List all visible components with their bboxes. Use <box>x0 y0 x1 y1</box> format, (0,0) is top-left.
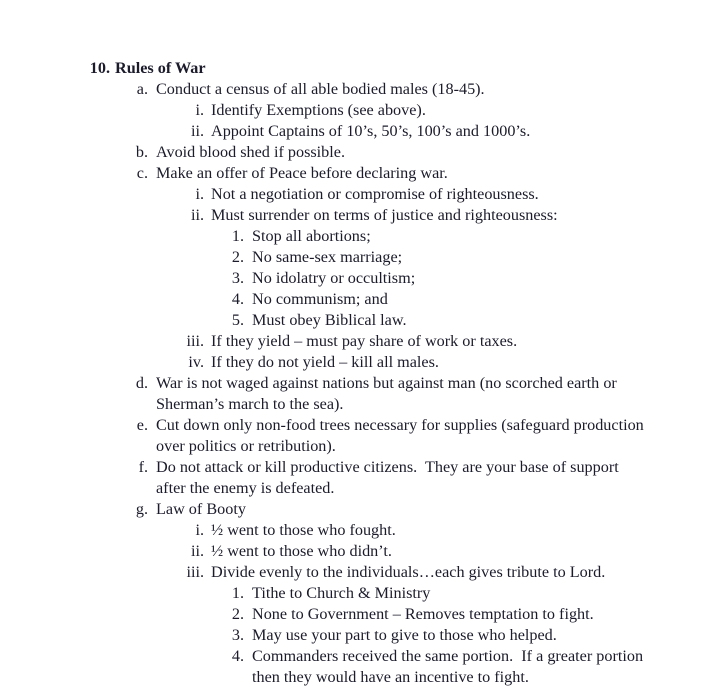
list-item <box>86 499 652 520</box>
list-item-text: If they do not yield – kill all males. <box>211 353 439 371</box>
outline-list <box>86 58 652 688</box>
list-marker: i. <box>195 521 204 539</box>
list-item-text: Identify Exemptions (see above). <box>211 101 426 119</box>
list-item <box>86 625 652 646</box>
list-item-text: No communism; and <box>252 290 388 308</box>
list-item <box>86 184 652 205</box>
list-marker: 1. <box>231 227 244 245</box>
list-item <box>86 541 652 562</box>
outline-items <box>86 79 652 688</box>
list-marker: ii. <box>190 122 204 140</box>
list-item-text: Commanders received the same portion. If a greater portion then they would have an incentive to fight. <box>252 647 648 686</box>
list-item-text: Tithe to Church & Ministry <box>252 584 431 602</box>
list-marker: 4. <box>231 647 244 665</box>
list-item <box>86 415 652 457</box>
list-item-text: Cut down only non-food trees necessary for supplies (safeguard production over politics or retribution). <box>156 416 648 455</box>
list-marker: 3. <box>231 626 244 644</box>
list-item <box>86 289 652 310</box>
list-marker: i. <box>195 101 204 119</box>
heading-text: Rules of War <box>115 59 206 77</box>
list-item <box>86 331 652 352</box>
outline-heading <box>86 58 652 79</box>
list-marker: iii. <box>186 563 204 581</box>
list-item-text: Must obey Biblical law. <box>252 311 407 329</box>
list-item <box>86 226 652 247</box>
list-marker: 3. <box>231 269 244 287</box>
list-item <box>86 163 652 184</box>
list-marker: iii. <box>186 332 204 350</box>
list-item-text: Avoid blood shed if possible. <box>156 143 345 161</box>
list-item-text: No idolatry or occultism; <box>252 269 416 287</box>
list-item <box>86 562 652 583</box>
list-item <box>86 205 652 226</box>
list-item-text: If they yield – must pay share of work or taxes. <box>211 332 518 350</box>
list-marker: d. <box>135 374 148 392</box>
list-item <box>86 310 652 331</box>
list-item-text: Stop all abortions; <box>252 227 371 245</box>
list-marker: 5. <box>231 311 244 329</box>
list-item-text: Appoint Captains of 10’s, 50’s, 100’s and 1000’s. <box>211 122 531 140</box>
list-marker: e. <box>136 416 148 434</box>
list-item-text: Not a negotiation or compromise of righteousness. <box>211 185 539 203</box>
list-marker: 4. <box>231 290 244 308</box>
list-item <box>86 583 652 604</box>
list-item-text: ½ went to those who didn’t. <box>211 542 392 560</box>
list-item-text: ½ went to those who fought. <box>211 521 396 539</box>
list-marker: 10. <box>89 59 110 77</box>
list-item-text: No same-sex marriage; <box>252 248 403 266</box>
list-marker: 1. <box>231 584 244 602</box>
list-item <box>86 79 652 100</box>
list-item <box>86 604 652 625</box>
list-marker: b. <box>135 143 148 161</box>
list-item <box>86 520 652 541</box>
list-item <box>86 457 652 499</box>
list-marker: iv. <box>188 353 204 371</box>
list-marker: 2. <box>231 605 244 623</box>
list-item <box>86 352 652 373</box>
list-item-text: Do not attack or kill productive citizens. They are your base of support after the enemy is defeated. <box>156 458 623 497</box>
list-item-text: Make an offer of Peace before declaring war. <box>156 164 448 182</box>
list-item-text: Law of Booty <box>156 500 246 518</box>
list-item-text: Divide evenly to the individuals…each gives tribute to Lord. <box>211 563 606 581</box>
list-item-text: None to Government – Removes temptation to fight. <box>252 605 594 623</box>
list-item <box>86 247 652 268</box>
list-item-text: Conduct a census of all able bodied males (18-45). <box>156 80 485 98</box>
list-marker: ii. <box>190 206 204 224</box>
list-item <box>86 121 652 142</box>
list-item <box>86 373 652 415</box>
list-marker: g. <box>135 500 148 518</box>
list-marker: i. <box>195 185 204 203</box>
list-item-text: Must surrender on terms of justice and righteousness: <box>211 206 558 224</box>
list-marker: f. <box>138 458 148 476</box>
list-item-text: May use your part to give to those who helped. <box>252 626 557 644</box>
list-marker: a. <box>136 80 148 98</box>
list-item <box>86 100 652 121</box>
list-marker: ii. <box>190 542 204 560</box>
list-item-text: War is not waged against nations but against man (no scorched earth or Sherman’s march to the sea). <box>156 374 621 413</box>
list-item <box>86 142 652 163</box>
list-marker: c. <box>136 164 148 182</box>
list-marker: 2. <box>231 248 244 266</box>
list-item <box>86 268 652 289</box>
